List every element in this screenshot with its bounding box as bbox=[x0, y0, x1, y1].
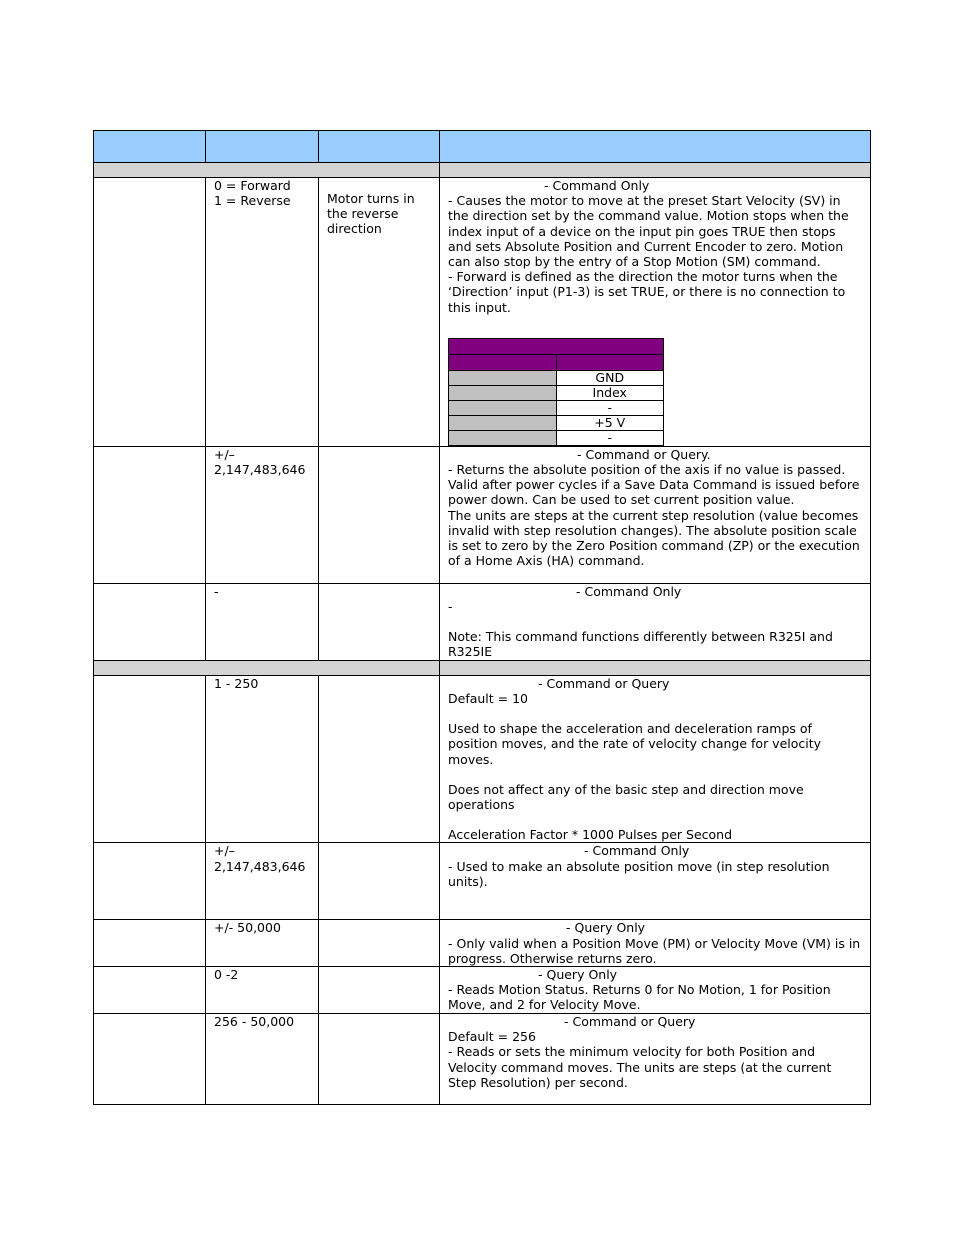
section-row bbox=[94, 163, 871, 178]
pin-label bbox=[449, 430, 557, 445]
note-text: Note: This command functions differently between R325I and R325IE bbox=[448, 629, 833, 660]
pin-value: GND bbox=[556, 370, 664, 385]
pin-header-cell bbox=[449, 354, 557, 370]
command-cell bbox=[94, 1014, 206, 1105]
pin-label bbox=[449, 370, 557, 385]
table-row bbox=[94, 920, 871, 967]
description-cell bbox=[440, 920, 871, 967]
pin-table bbox=[448, 338, 664, 446]
description-text: - Only valid when a Position Move (PM) or Velocity Move (VM) is in progress. Otherwise returns zero. bbox=[448, 935, 865, 966]
default-cell bbox=[319, 843, 440, 920]
range-cell bbox=[206, 920, 319, 967]
description-text: Does not affect any of the basic step and direction move operations bbox=[448, 781, 804, 813]
range-text: +/– 2,147,483,646 bbox=[214, 446, 306, 478]
description-text: - Reads or sets the minimum velocity for both Position and Velocity command moves. The units are steps (at the current Step Resolution) per second. bbox=[448, 1044, 836, 1090]
pin-header-cell bbox=[449, 338, 664, 354]
section-cell bbox=[440, 660, 871, 675]
range-text: 0 -2 bbox=[214, 967, 239, 983]
command-cell bbox=[94, 583, 206, 660]
description-cell bbox=[440, 583, 871, 660]
header-cell bbox=[206, 131, 319, 163]
default-cell bbox=[319, 1014, 440, 1105]
description-cell bbox=[440, 1014, 871, 1105]
table-row bbox=[94, 843, 871, 920]
description-cell bbox=[440, 178, 871, 447]
command-type: - Command Only bbox=[576, 583, 682, 599]
command-reference-table bbox=[93, 130, 871, 1105]
pin-row bbox=[449, 430, 664, 445]
pin-value: - bbox=[556, 430, 664, 445]
section-cell bbox=[94, 163, 440, 178]
range-cell bbox=[206, 178, 319, 447]
command-type: - Command Only bbox=[544, 178, 650, 193]
pin-label bbox=[449, 400, 557, 415]
table-header-row bbox=[94, 131, 871, 163]
pin-label bbox=[449, 385, 557, 400]
command-cell bbox=[94, 843, 206, 920]
command-type: - Command or Query bbox=[538, 675, 670, 691]
default-text: Motor turns in the reverse direction bbox=[327, 191, 415, 237]
description-text: - Used to make an absolute position move (in step resolution units). bbox=[448, 858, 834, 889]
command-cell bbox=[94, 967, 206, 1014]
header-cell bbox=[440, 131, 871, 163]
description-cell bbox=[440, 446, 871, 583]
table-row bbox=[94, 675, 871, 843]
range-text: - bbox=[214, 583, 219, 599]
description-text: - Causes the motor to move at the preset Start Velocity (SV) in the direction set by the command value. Motion stops when the index input of a device on the input pin goes TRUE then stops and sets Absolute Position and Current Encoder to zero. Motion can also stop by the entry of a Stop Motion (SM) command. - Forward is defined as the direction the motor turns when the ‘Direction’ input (P1-3) is set TRUE, or there is no connection to this input. bbox=[448, 193, 849, 315]
pin-value: Index bbox=[556, 385, 664, 400]
pin-row bbox=[449, 415, 664, 430]
range-cell bbox=[206, 1014, 319, 1105]
range-text: 1 - 250 bbox=[214, 675, 259, 691]
pin-label bbox=[449, 415, 557, 430]
description-text: - Reads Motion Status. Returns 0 for No Motion, 1 for Position Move, and 2 for Velocity Move. bbox=[448, 982, 835, 1013]
pin-table-header bbox=[449, 338, 664, 354]
table-row bbox=[94, 583, 871, 660]
section-row bbox=[94, 660, 871, 675]
description-text: - Returns the absolute position of the axis if no value is passed. Valid after power cycles if a Save Data Command is issued before power down. Can be used to set current position value. The units are steps at the current step resolution (value becomes invalid with step resolution changes). The absolute position scale is set to zero by the Zero Position command (ZP) or the execution of a Home Axis (HA) command. bbox=[448, 462, 860, 569]
command-type: - Command or Query bbox=[564, 1014, 696, 1030]
pin-value: +5 V bbox=[556, 415, 664, 430]
range-text: +/- 50,000 bbox=[214, 920, 281, 936]
default-cell bbox=[319, 920, 440, 967]
description-cell bbox=[440, 967, 871, 1014]
pin-row bbox=[449, 385, 664, 400]
table-row bbox=[94, 178, 871, 447]
range-cell bbox=[206, 967, 319, 1014]
header-cell bbox=[94, 131, 206, 163]
command-type: - Query Only bbox=[538, 967, 618, 983]
command-type: - Command Only bbox=[584, 843, 690, 859]
description-text: Used to shape the acceleration and deceleration ramps of position moves, and the rate of velocity change for velocity moves. bbox=[448, 721, 822, 767]
range-cell bbox=[206, 583, 319, 660]
range-cell bbox=[206, 446, 319, 583]
pin-value: - bbox=[556, 400, 664, 415]
header-cell bbox=[319, 131, 440, 163]
description-cell bbox=[440, 843, 871, 920]
default-cell bbox=[319, 446, 440, 583]
section-cell bbox=[94, 660, 440, 675]
default-value: Default = 10 bbox=[448, 691, 528, 707]
command-cell bbox=[94, 446, 206, 583]
default-value: Default = 256 bbox=[448, 1029, 536, 1045]
pin-row bbox=[449, 400, 664, 415]
default-cell bbox=[319, 178, 440, 447]
default-cell bbox=[319, 583, 440, 660]
range-text: +/– 2,147,483,646 bbox=[214, 843, 306, 874]
command-cell bbox=[94, 178, 206, 447]
range-text: 0 = Forward 1 = Reverse bbox=[214, 178, 291, 209]
range-text: 256 - 50,000 bbox=[214, 1014, 295, 1030]
table-row bbox=[94, 1014, 871, 1105]
pin-table-subheader bbox=[449, 354, 664, 370]
description-dash: - bbox=[448, 599, 453, 615]
table-row bbox=[94, 446, 871, 583]
pin-header-cell bbox=[556, 354, 664, 370]
section-cell bbox=[440, 163, 871, 178]
pin-row bbox=[449, 370, 664, 385]
description-cell bbox=[440, 675, 871, 843]
command-cell bbox=[94, 920, 206, 967]
command-type: - Query Only bbox=[566, 920, 646, 936]
command-cell bbox=[94, 675, 206, 843]
default-cell bbox=[319, 967, 440, 1014]
table-row bbox=[94, 967, 871, 1014]
range-cell bbox=[206, 675, 319, 843]
formula-text: Acceleration Factor * 1000 Pulses per Second bbox=[448, 827, 733, 843]
range-cell bbox=[206, 843, 319, 920]
command-type: - Command or Query. bbox=[577, 446, 711, 462]
default-cell bbox=[319, 675, 440, 843]
